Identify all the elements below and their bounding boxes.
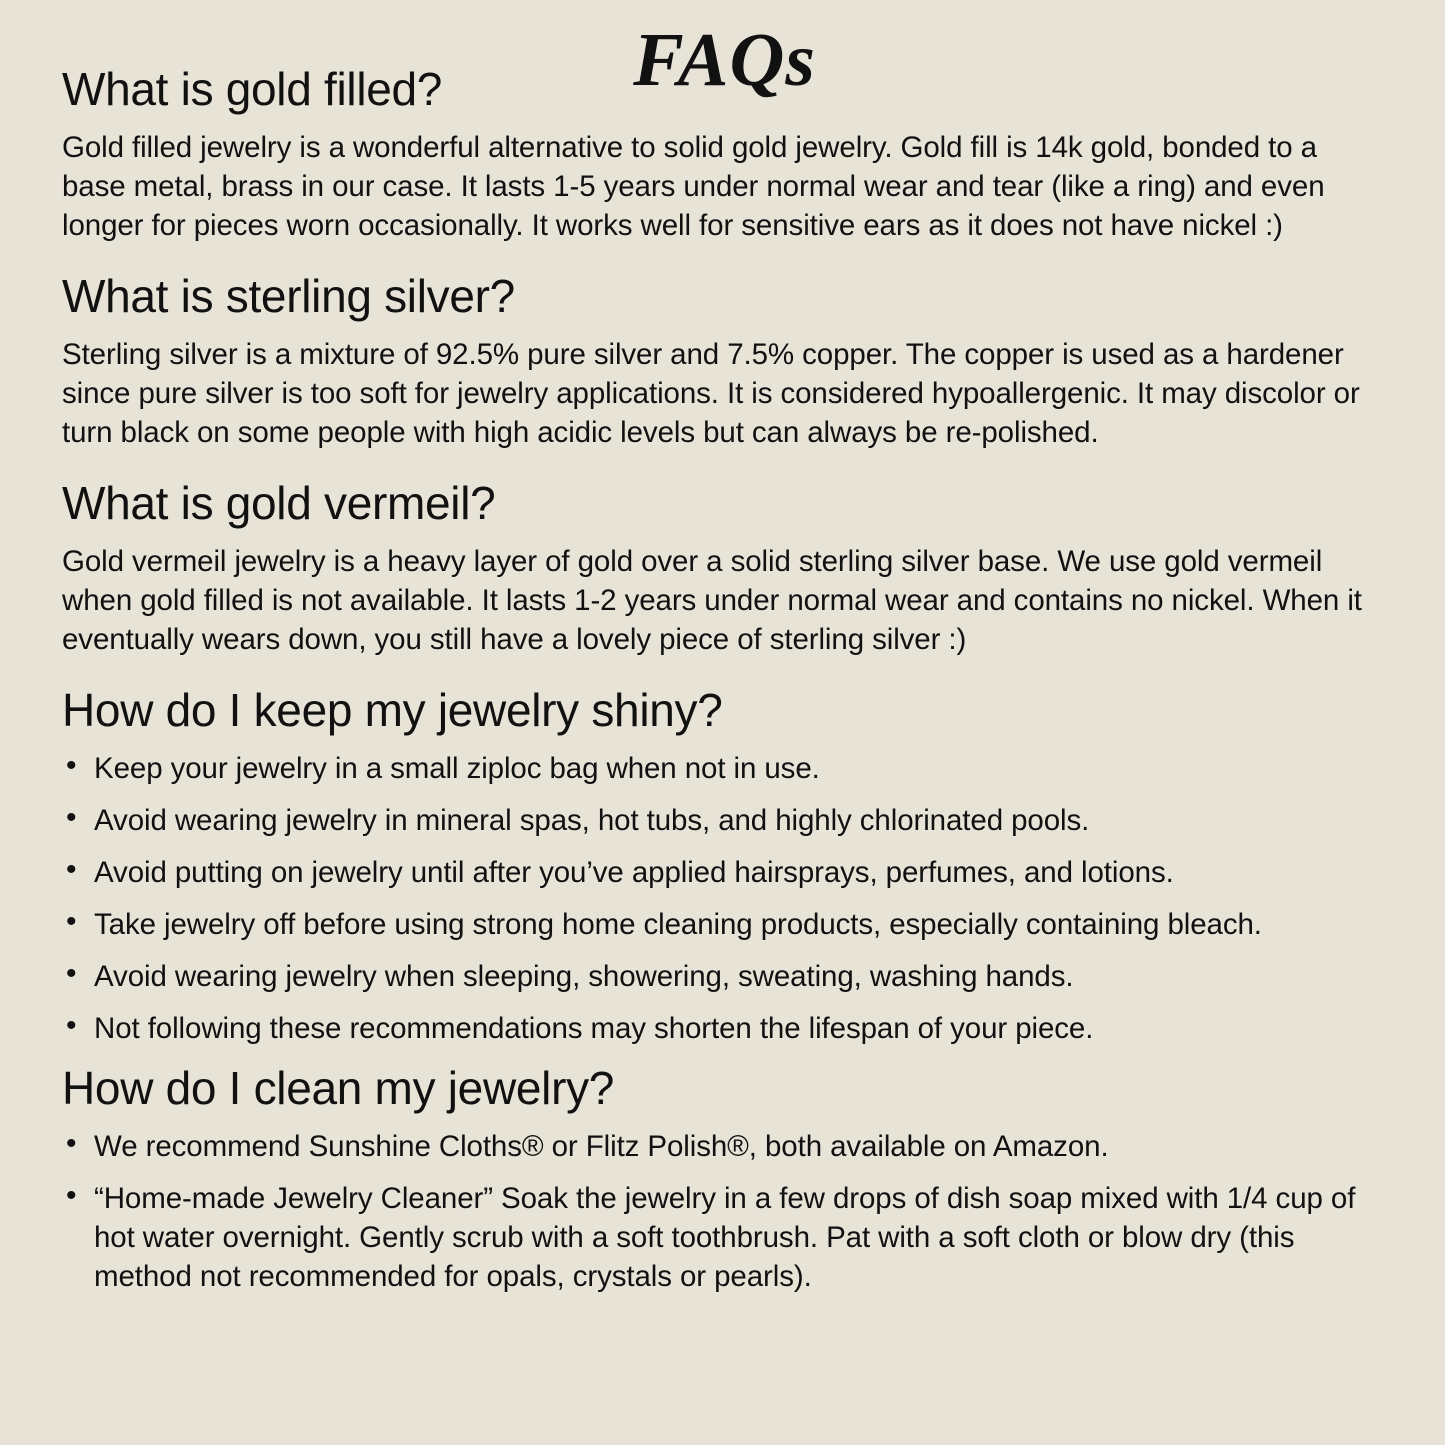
faq-section-sterling-silver xyxy=(62,269,1387,452)
page-title: FAQs xyxy=(633,18,816,102)
faq-answer-gold-vermeil: Gold vermeil jewelry is a heavy layer of gold over a solid sterling silver base. We use gold vermeil when gold filled is not available. It lasts 1-2 years under normal wear and contains no nickel. When it eventually wears down, you still have a lovely piece of sterling silver :) xyxy=(62,545,1362,656)
faq-question-clean-jewelry: How do I clean my jewelry? xyxy=(62,1062,615,1114)
faq-question-gold-vermeil: What is gold vermeil? xyxy=(62,477,496,529)
faq-answer-clean-jewelry-list xyxy=(62,1127,1387,1296)
list-item: • Take jewelry off before using strong home cleaning products, especially containing bleach. xyxy=(62,905,1387,944)
faq-question-sterling-silver: What is sterling silver? xyxy=(62,270,515,322)
faq-answer-keep-shiny-list xyxy=(62,749,1387,1048)
faq-question-keep-shiny: How do I keep my jewelry shiny? xyxy=(62,684,723,736)
faq-section-keep-shiny xyxy=(62,683,1387,1048)
list-item: • “Home-made Jewelry Cleaner” Soak the jewelry in a few drops of dish soap mixed with 1/4 cup of hot water overnight. Gently scrub with a soft toothbrush. Pat with a soft cloth or blow dry (this method not recommended for opals, crystals or pearls). xyxy=(62,1179,1387,1296)
list-item: • Avoid wearing jewelry when sleeping, showering, sweating, washing hands. xyxy=(62,957,1387,996)
list-item: • Avoid putting on jewelry until after you’ve applied hairsprays, perfumes, and lotions. xyxy=(62,853,1387,892)
list-item: • Not following these recommendations may shorten the lifespan of your piece. xyxy=(62,1009,1387,1048)
list-item: • Keep your jewelry in a small ziploc bag when not in use. xyxy=(62,749,1387,788)
faq-section-gold-vermeil xyxy=(62,476,1387,659)
faq-answer-gold-filled: Gold filled jewelry is a wonderful alternative to solid gold jewelry. Gold fill is 14k gold, bonded to a base metal, brass in our case. It lasts 1-5 years under normal wear and tear (like a ring) and even longer for pieces worn occasionally. It works well for sensitive ears as it does not have nickel :) xyxy=(62,131,1325,242)
faq-answer-sterling-silver: Sterling silver is a mixture of 92.5% pure silver and 7.5% copper. The copper is used as a hardener since pure silver is too soft for jewelry applications. It is considered hypoallergenic. It may discolor or turn black on some people with high acidic levels but can always be re-polished. xyxy=(62,338,1360,449)
faq-section-clean-jewelry xyxy=(62,1061,1387,1296)
faq-question-gold-filled: What is gold filled? xyxy=(62,63,443,115)
list-item: • Avoid wearing jewelry in mineral spas, hot tubs, and highly chlorinated pools. xyxy=(62,801,1387,840)
list-item: • We recommend Sunshine Cloths® or Flitz Polish®, both available on Amazon. xyxy=(62,1127,1387,1166)
